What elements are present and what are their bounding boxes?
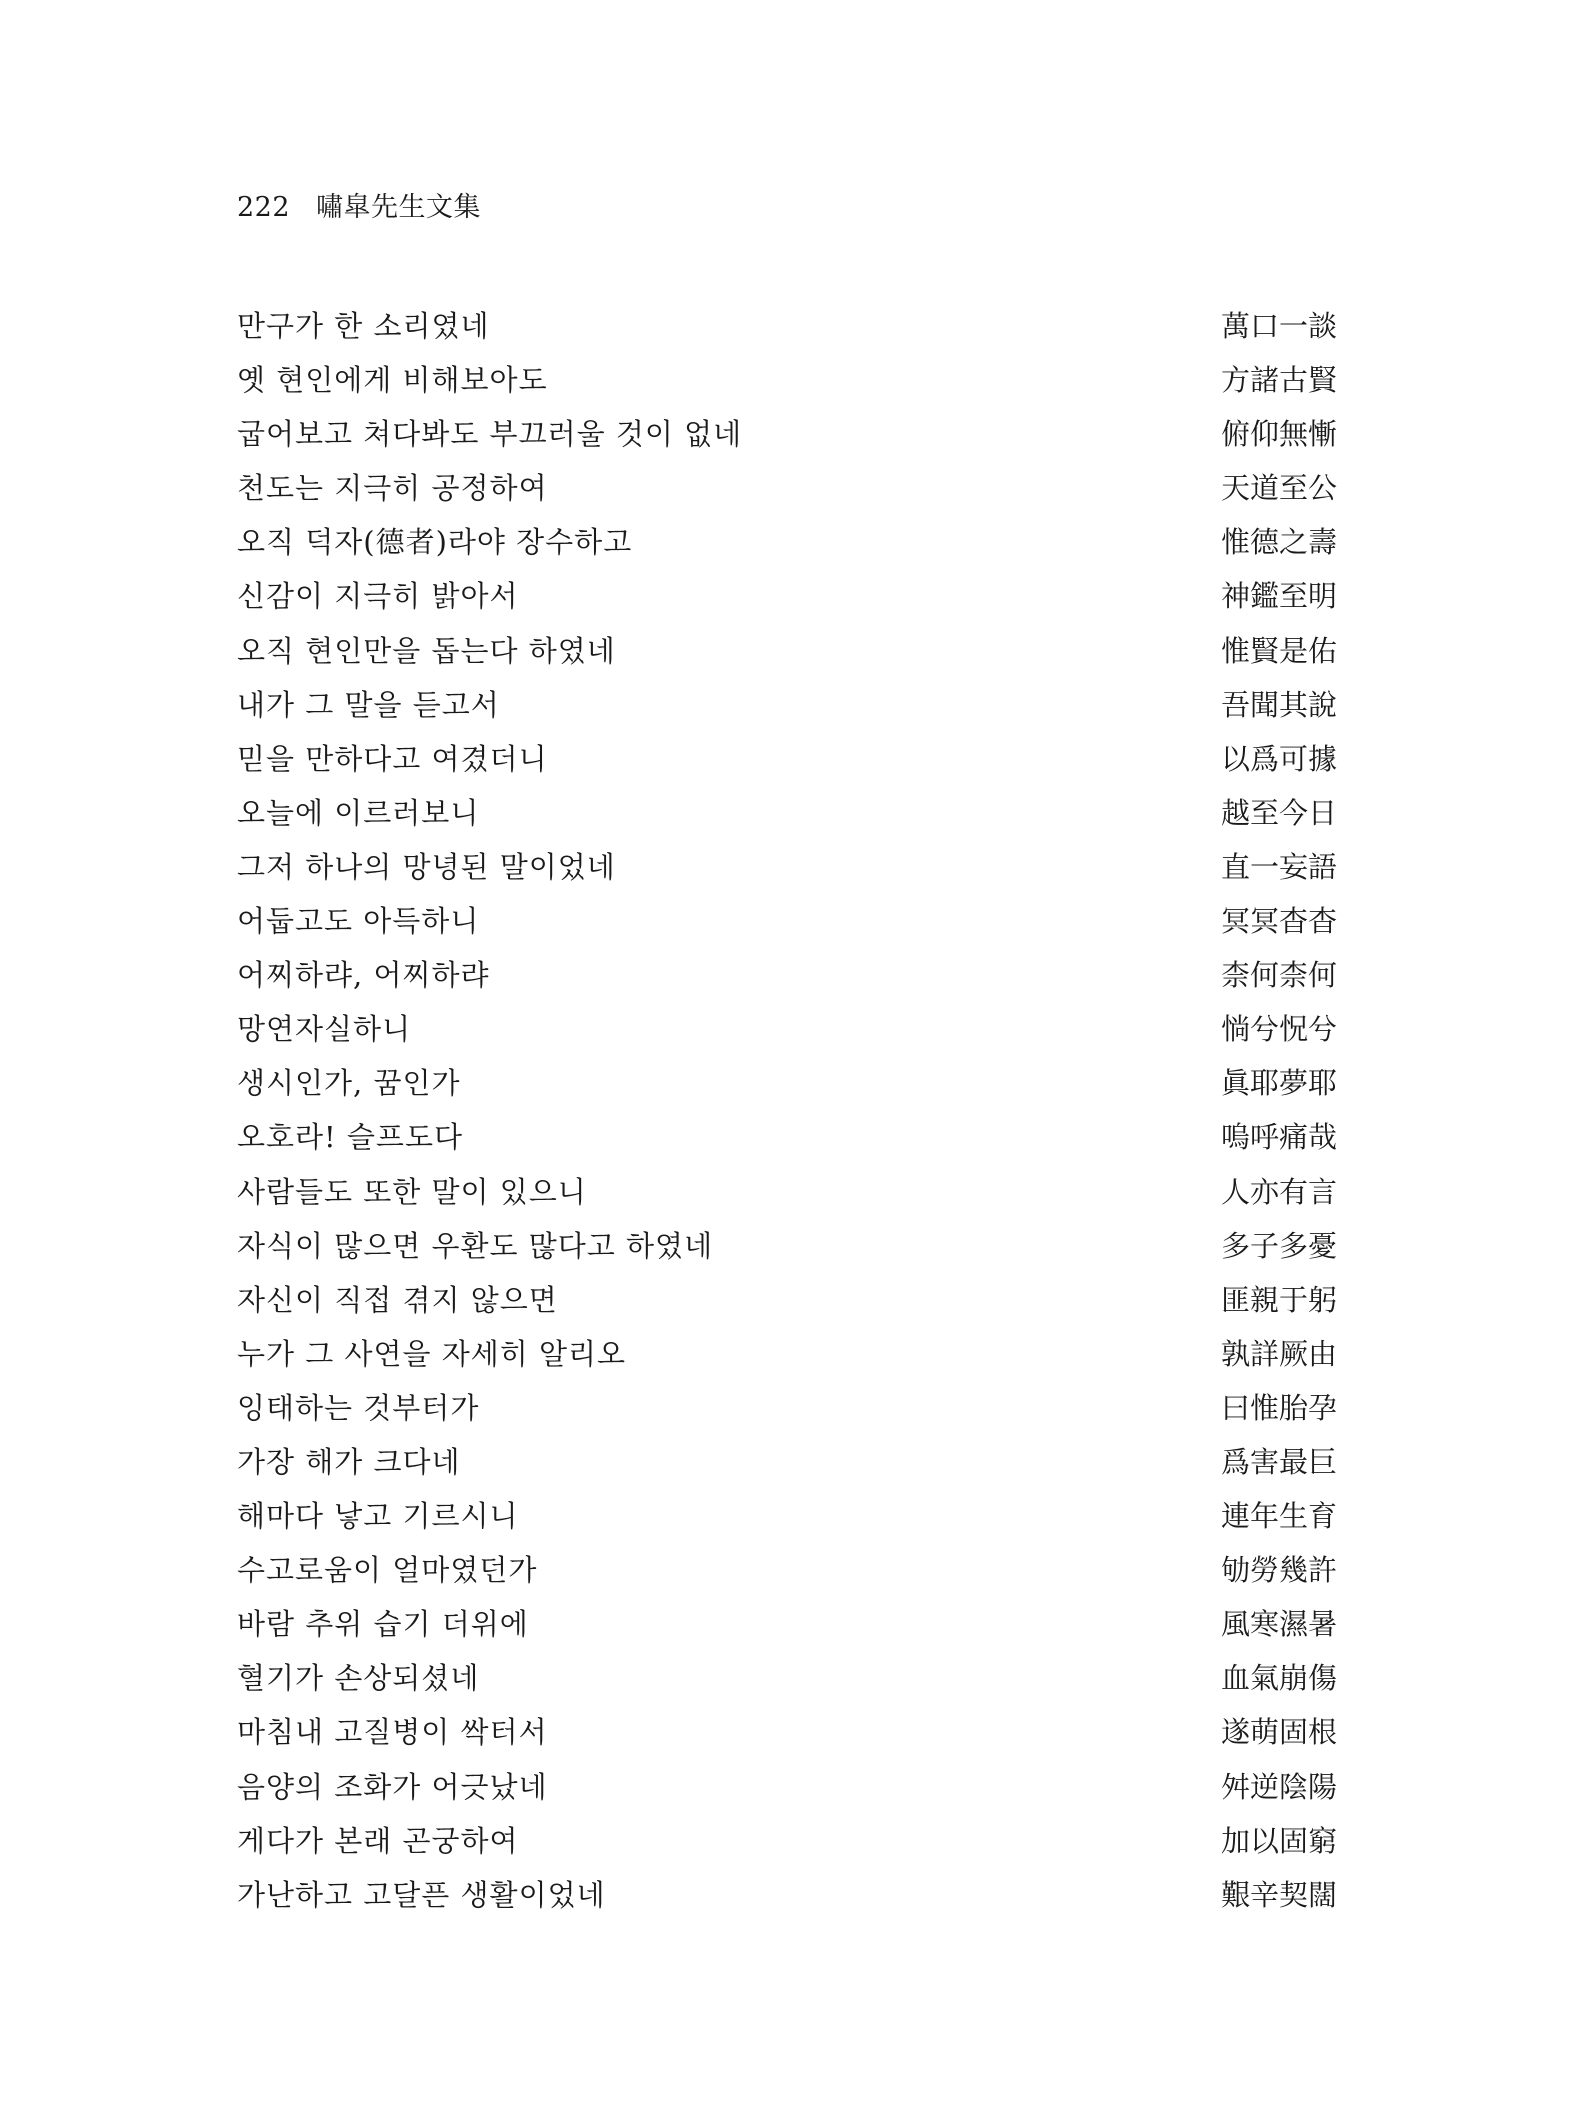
verse-line: [237, 685, 1337, 739]
verse-line: [237, 1875, 1337, 1929]
verse-line: [237, 360, 1337, 414]
korean-translation: 어둡고도 아득하니: [237, 904, 480, 939]
hanja-original: 以爲可據: [1220, 741, 1337, 776]
korean-translation: 혈기가 손상되셨네: [237, 1661, 480, 1696]
verse-line: [237, 1172, 1337, 1226]
korean-translation: 천도는 지극히 공정하여: [237, 471, 548, 506]
hanja-original: 神鑑至明: [1220, 579, 1337, 614]
korean-translation: 신감이 지극히 밝아서: [237, 579, 519, 614]
hanja-original: 遂萌固根: [1220, 1715, 1337, 1750]
hanja-original: 舛逆陰陽: [1220, 1769, 1337, 1804]
verse-line: [237, 1334, 1337, 1388]
verse-line: [237, 1658, 1337, 1712]
korean-translation: 오직 덕자(德者)라야 장수하고: [237, 525, 633, 560]
korean-translation: 음양의 조화가 어긋났네: [237, 1769, 548, 1804]
verse-line: [237, 1226, 1337, 1280]
hanja-original: 艱辛契闊: [1220, 1877, 1337, 1912]
hanja-original: 人亦有言: [1220, 1174, 1337, 1209]
hanja-original: 風寒濕暑: [1220, 1607, 1337, 1642]
korean-translation: 그저 하나의 망녕된 말이었네: [237, 849, 616, 884]
verse-line: [237, 955, 1337, 1009]
korean-translation: 생시인가, 꿈인가: [237, 1066, 461, 1101]
hanja-original: 多子多憂: [1220, 1228, 1337, 1263]
hanja-original: 萬口一談: [1220, 309, 1337, 343]
hanja-original: 嗚呼痛哉: [1220, 1120, 1337, 1155]
verse-line: [237, 414, 1337, 468]
verse-line: [237, 739, 1337, 793]
korean-translation: 망연자실하니: [237, 1012, 412, 1047]
hanja-original: 眞耶夢耶: [1220, 1066, 1337, 1101]
verse-line: [237, 1821, 1337, 1875]
korean-translation: 가난하고 고달픈 생활이었네: [237, 1877, 606, 1912]
hanja-original: 吾聞其說: [1220, 687, 1337, 722]
verse-text: [237, 306, 1337, 1929]
verse-line: [237, 631, 1337, 685]
verse-line: [237, 306, 1337, 360]
verse-line: [237, 1009, 1337, 1063]
korean-translation: 바람 추위 습기 더위에: [237, 1607, 529, 1642]
verse-line: [237, 1604, 1337, 1658]
page-number: 222: [237, 192, 291, 223]
verse-line: [237, 522, 1337, 576]
korean-translation: 마침내 고질병이 싹터서: [237, 1715, 548, 1750]
korean-translation: 자신이 직접 겪지 않으면: [237, 1282, 558, 1317]
hanja-original: 血氣崩傷: [1220, 1661, 1337, 1696]
verse-line: [237, 468, 1337, 522]
korean-translation: 어찌하랴, 어찌하랴: [237, 958, 490, 993]
verse-line: [237, 1712, 1337, 1766]
hanja-original: 惟德之壽: [1220, 525, 1337, 560]
hanja-original: 越至今日: [1220, 795, 1337, 830]
hanja-original: 直一妄語: [1220, 849, 1337, 884]
hanja-original: 加以固窮: [1220, 1823, 1337, 1858]
hanja-original: 劬勞幾許: [1220, 1553, 1337, 1588]
verse-line: [237, 1496, 1337, 1550]
korean-translation: 자식이 많으면 우환도 많다고 하였네: [237, 1228, 714, 1263]
hanja-original: 方諸古賢: [1220, 363, 1337, 398]
verse-line: [237, 1767, 1337, 1821]
hanja-original: 匪親于躬: [1220, 1282, 1337, 1317]
verse-line: [237, 847, 1337, 901]
korean-translation: 사람들도 또한 말이 있으니: [237, 1174, 587, 1209]
hanja-original: 天道至公: [1220, 471, 1337, 506]
korean-translation: 믿을 만하다고 여겼더니: [237, 741, 548, 776]
hanja-original: 連年生育: [1220, 1499, 1337, 1534]
verse-line: [237, 1550, 1337, 1604]
hanja-original: 柰何柰何: [1220, 958, 1337, 993]
korean-translation: 가장 해가 크다네: [237, 1444, 461, 1479]
korean-translation: 오직 현인만을 돕는다 하였네: [237, 633, 616, 668]
korean-translation: 해마다 낳고 기르시니: [237, 1499, 519, 1534]
korean-translation: 잉태하는 것부터가: [237, 1390, 480, 1425]
korean-translation: 만구가 한 소리였네: [237, 309, 490, 343]
korean-translation: 누가 그 사연을 자세히 알리오: [237, 1336, 627, 1371]
book-title: 嘯皐先生文集: [316, 192, 482, 223]
verse-line: [237, 1063, 1337, 1117]
korean-translation: 게다가 본래 곤궁하여: [237, 1823, 519, 1858]
korean-translation: 굽어보고 쳐다봐도 부끄러울 것이 없네: [237, 417, 743, 452]
verse-line: [237, 576, 1337, 630]
verse-line: [237, 1117, 1337, 1171]
korean-translation: 오호라! 슬프도다: [237, 1120, 463, 1155]
korean-translation: 오늘에 이르러보니: [237, 795, 480, 830]
hanja-original: 惟賢是佑: [1220, 633, 1337, 668]
korean-translation: 내가 그 말을 듣고서: [237, 687, 500, 722]
korean-translation: 옛 현인에게 비해보아도: [237, 363, 548, 398]
verse-line: [237, 793, 1337, 847]
running-head: [237, 190, 481, 226]
hanja-original: 爲害最巨: [1220, 1444, 1337, 1479]
verse-line: [237, 1280, 1337, 1334]
hanja-original: 曰惟胎孕: [1220, 1390, 1337, 1425]
hanja-original: 俯仰無慚: [1220, 417, 1337, 452]
verse-line: [237, 1388, 1337, 1442]
hanja-original: 惝兮怳兮: [1220, 1012, 1337, 1047]
hanja-original: 孰詳厥由: [1220, 1336, 1337, 1371]
korean-translation: 수고로움이 얼마였던가: [237, 1553, 538, 1588]
verse-line: [237, 901, 1337, 955]
verse-line: [237, 1442, 1337, 1496]
hanja-original: 冥冥杳杳: [1220, 904, 1337, 939]
